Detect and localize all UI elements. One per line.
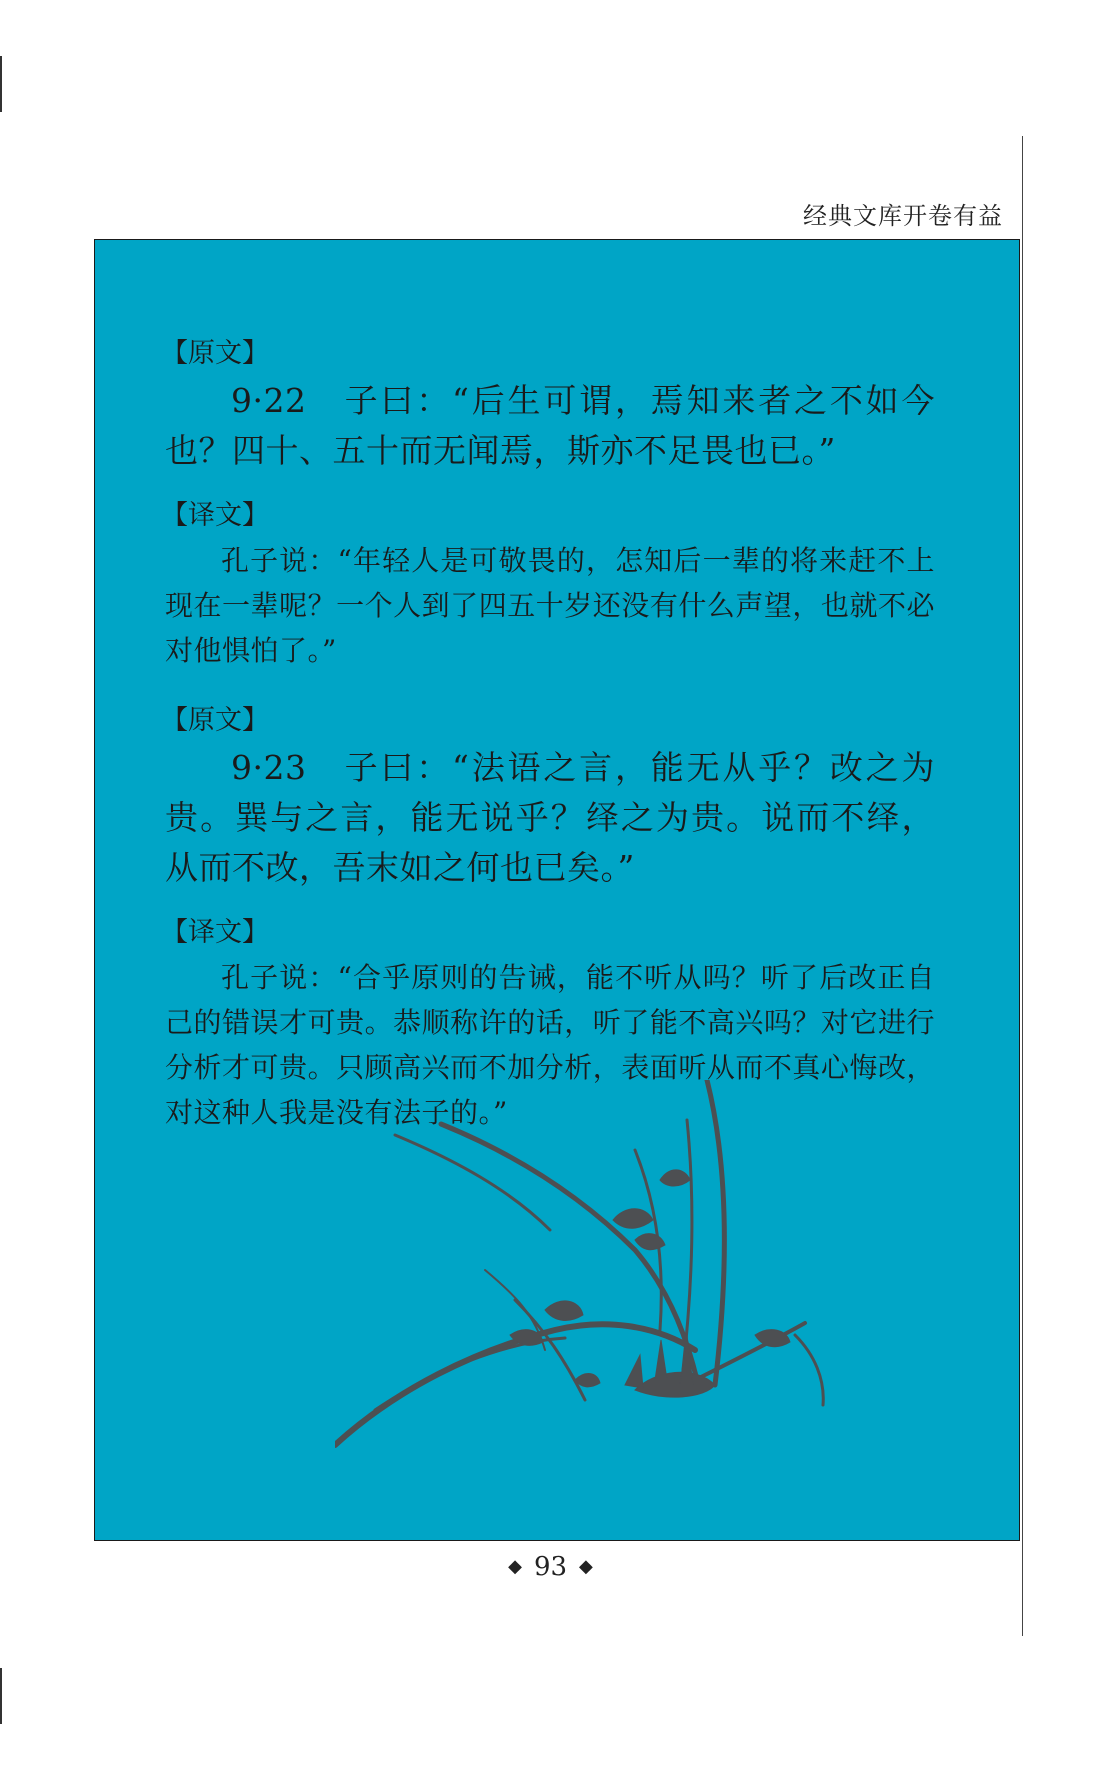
running-header: 经典文库开卷有益	[803, 202, 1003, 230]
section-label: 【译文】	[161, 917, 269, 948]
page-number-text: 93	[533, 1552, 568, 1582]
original-text: 9·22 子曰：“后生可谓，焉知来者之不如今也？四十、五十而无闻焉，斯亦不足畏也已。”	[165, 381, 935, 470]
page-number	[0, 1552, 1101, 1582]
page-edge-rule	[1022, 136, 1023, 1636]
orchid-ink-painting-icon	[335, 1080, 895, 1520]
original-text: 9·23 子曰：“法语之言，能无从乎？改之为贵。巽与之言，能无说乎？绎之为贵。说而不绎，从而不改，吾末如之何也已矣。”	[165, 748, 935, 887]
translation-text: 孔子说：“年轻人是可敬畏的，怎知后一辈的将来赶不上现在一辈呢？一个人到了四五十岁还没有什么声望，也就不必对他惧怕了。”	[165, 544, 935, 667]
crop-mark-bottom	[0, 1668, 2, 1724]
crop-mark-top	[0, 56, 2, 112]
section-original-9-22	[161, 336, 935, 476]
section-translation-9-22	[161, 498, 935, 673]
section-original-9-23	[161, 703, 935, 893]
section-label: 【译文】	[161, 500, 269, 531]
section-label: 【原文】	[161, 705, 269, 736]
translation-text: 孔子说：“合乎原则的告诫，能不听从吗？听了后改正自己的错误才可贵。恭顺称许的话，听了能不高兴吗？对它进行分析才可贵。只顾高兴而不加分析，表面听从而不真心悔改，对这种人我是没有法子的。”	[165, 961, 935, 1129]
section-label: 【原文】	[161, 338, 269, 369]
diamond-ornament-icon: ◆	[579, 1556, 593, 1577]
diamond-ornament-icon: ◆	[508, 1556, 522, 1577]
content-panel	[94, 239, 1020, 1541]
text-body	[161, 336, 935, 1135]
